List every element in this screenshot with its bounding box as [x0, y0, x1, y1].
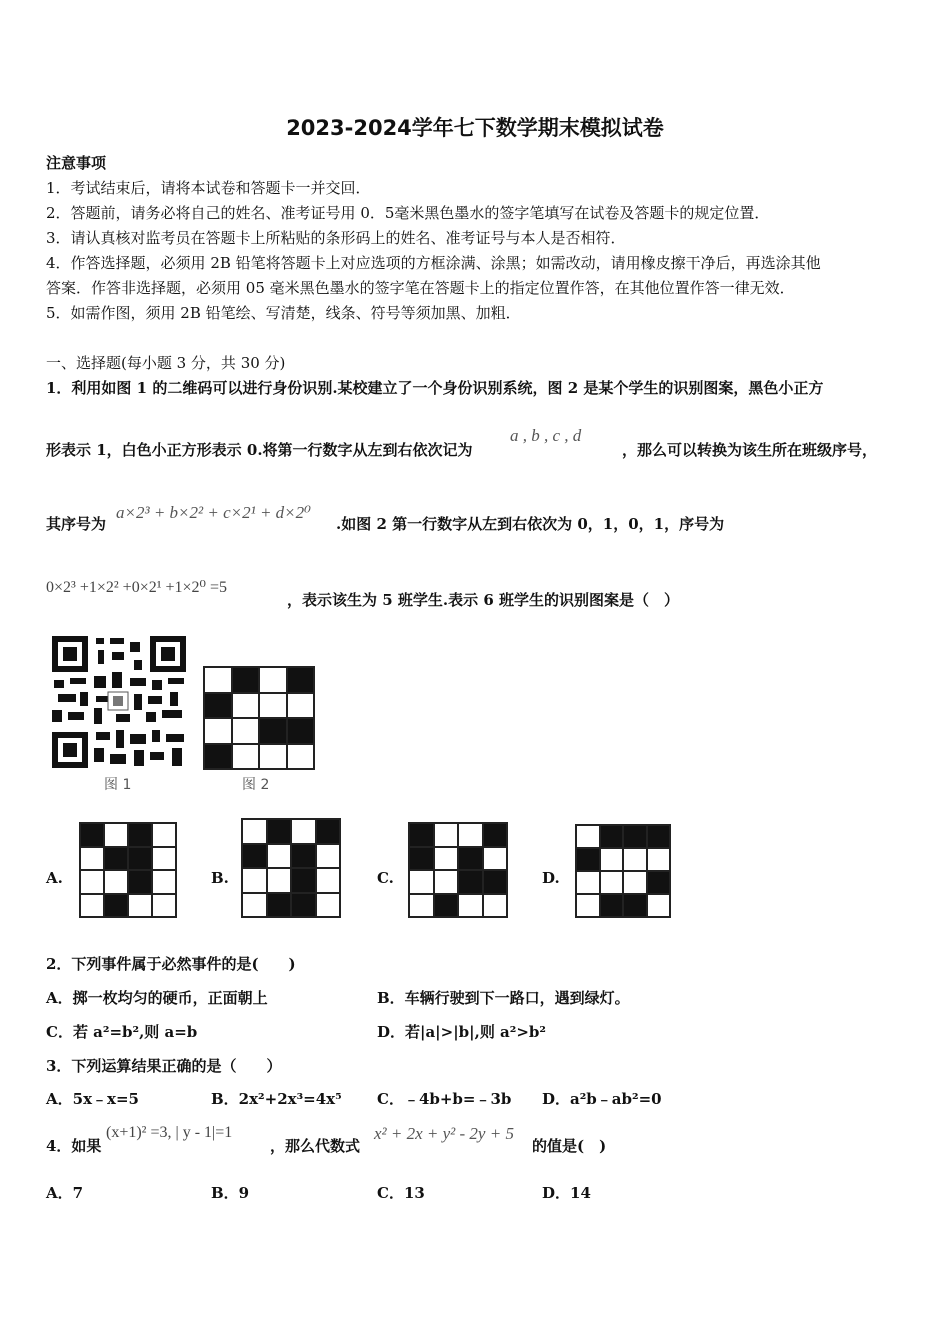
- q3-stem: 3．下列运算结果正确的是（ ）: [46, 1057, 282, 1075]
- white-cell: [459, 895, 482, 917]
- notice-item: 4．作答选择题，必须用 2B 铅笔将答题卡上对应选项的方框涂满、涂黑；如需改动，请用橡皮擦干净后，再选涂其他: [46, 254, 821, 272]
- white-cell: [577, 872, 599, 893]
- q4-option-a[interactable]: A．7: [46, 1184, 84, 1202]
- white-cell: [648, 849, 670, 870]
- black-cell: [205, 745, 231, 769]
- black-cell: [268, 894, 291, 917]
- black-cell: [129, 824, 151, 846]
- black-cell: [81, 824, 103, 846]
- black-cell: [268, 820, 291, 843]
- white-cell: [268, 869, 291, 892]
- black-cell: [129, 848, 151, 870]
- q2-option-a[interactable]: A．掷一枚均匀的硬币，正面朝上: [46, 989, 268, 1007]
- q1-line3-post: .如图 2 第一行数字从左到右依次为 0，1，0，1，序号为: [336, 515, 725, 533]
- black-cell: [105, 848, 127, 870]
- black-cell: [292, 869, 315, 892]
- q3-option-a[interactable]: A．5x﹣x=5: [46, 1090, 139, 1108]
- q3-option-c[interactable]: C．﹣4b+b=﹣3b: [377, 1090, 512, 1108]
- q4-condition: (x+1)² =3, | y - 1|=1: [106, 1124, 233, 1141]
- q1-option-a-grid[interactable]: [79, 822, 177, 918]
- white-cell: [317, 845, 340, 868]
- q2-option-b[interactable]: B．车辆行驶到下一路口，遇到绿灯。: [377, 989, 630, 1007]
- q1-line2-pre: 形表示 1，白色小正方形表示 0.将第一行数字从左到右依次记为: [46, 441, 473, 459]
- white-cell: [81, 871, 103, 893]
- q4-stem-post: 的值是( ): [532, 1137, 607, 1155]
- white-cell: [435, 848, 458, 870]
- white-cell: [243, 820, 266, 843]
- black-cell: [601, 895, 623, 916]
- white-cell: [577, 826, 599, 847]
- black-cell: [205, 694, 231, 718]
- q1-line3-pre: 其序号为: [46, 515, 107, 533]
- white-cell: [260, 694, 286, 718]
- q1-option-c-grid[interactable]: [408, 822, 508, 918]
- white-cell: [317, 894, 340, 917]
- black-cell: [648, 872, 670, 893]
- white-cell: [459, 824, 482, 846]
- black-cell: [484, 871, 507, 893]
- q4-expression: x² + 2x + y² - 2y + 5: [374, 1124, 514, 1143]
- white-cell: [260, 745, 286, 769]
- fig1-caption: 图 1: [104, 777, 132, 793]
- q2-option-d[interactable]: D．若|a|>|b|,则 a²>b²: [377, 1023, 546, 1041]
- white-cell: [233, 694, 259, 718]
- black-cell: [601, 826, 623, 847]
- white-cell: [288, 745, 314, 769]
- white-cell: [484, 848, 507, 870]
- white-cell: [153, 871, 175, 893]
- q1-line2-post: ，那么可以转换为该生所在班级序号，: [622, 441, 878, 459]
- black-cell: [435, 895, 458, 917]
- black-cell: [292, 894, 315, 917]
- white-cell: [233, 745, 259, 769]
- white-cell: [105, 871, 127, 893]
- black-cell: [624, 895, 646, 916]
- q1-formula2: 0×2³ +1×2² +0×2¹ +1×2⁰ =5: [46, 579, 227, 596]
- black-cell: [233, 668, 259, 692]
- q1-line4-post: ，表示该生为 5 班学生.表示 6 班学生的识别图案是（ ）: [287, 591, 679, 609]
- white-cell: [153, 848, 175, 870]
- q3-option-d[interactable]: D．a²b﹣ab²=0: [542, 1090, 662, 1108]
- notice-item: 答案．作答非选择题，必须用 05 毫米黑色墨水的签字笔在答题卡上的指定位置作答，在其他位置作答一律无效．: [46, 279, 795, 297]
- black-cell: [292, 845, 315, 868]
- q1-option-c-label[interactable]: C.: [377, 869, 394, 887]
- fig2-caption: 图 2: [242, 777, 270, 793]
- white-cell: [243, 869, 266, 892]
- q1-option-a-label[interactable]: A.: [46, 869, 63, 887]
- white-cell: [292, 820, 315, 843]
- white-cell: [601, 872, 623, 893]
- white-cell: [233, 719, 259, 743]
- q2-option-c[interactable]: C．若 a²=b²,则 a=b: [46, 1023, 198, 1041]
- white-cell: [288, 694, 314, 718]
- white-cell: [435, 871, 458, 893]
- black-cell: [288, 719, 314, 743]
- black-cell: [410, 824, 433, 846]
- black-cell: [410, 848, 433, 870]
- black-cell: [648, 826, 670, 847]
- black-cell: [484, 824, 507, 846]
- q1-option-d-label[interactable]: D.: [542, 869, 560, 887]
- black-cell: [317, 820, 340, 843]
- white-cell: [577, 895, 599, 916]
- qr-code-image: [50, 634, 188, 770]
- white-cell: [81, 848, 103, 870]
- white-cell: [317, 869, 340, 892]
- q3-option-b[interactable]: B．2x²+2x³=4x⁵: [211, 1090, 342, 1108]
- white-cell: [648, 895, 670, 916]
- q4-stem-pre: 4．如果: [46, 1137, 102, 1155]
- white-cell: [153, 895, 175, 917]
- white-cell: [153, 824, 175, 846]
- notice-heading: 注意事项: [46, 154, 107, 172]
- q4-option-d[interactable]: D．14: [542, 1184, 591, 1202]
- q1-option-d-grid[interactable]: [575, 824, 671, 918]
- black-cell: [459, 871, 482, 893]
- q2-stem: 2．下列事件属于必然事件的是( ): [46, 955, 296, 973]
- white-cell: [260, 668, 286, 692]
- white-cell: [243, 894, 266, 917]
- notice-item: 2．答题前，请务必将自己的姓名、准考证号用 0．5毫米黑色墨水的签字笔填写在试卷及答题卡的规定位置．: [46, 204, 770, 222]
- black-cell: [577, 849, 599, 870]
- black-cell: [243, 845, 266, 868]
- black-cell: [105, 895, 127, 917]
- black-cell: [624, 826, 646, 847]
- white-cell: [81, 895, 103, 917]
- q1-line1: 1．利用如图 1 的二维码可以进行身份识别.某校建立了一个身份识别系统，图 2 是某个学生的识别图案，黑色小正方: [46, 379, 824, 397]
- white-cell: [435, 824, 458, 846]
- q1-option-b-grid[interactable]: [241, 818, 341, 918]
- notice-item: 1．考试结束后，请将本试卷和答题卡一并交回．: [46, 179, 371, 197]
- white-cell: [205, 668, 231, 692]
- q4-stem-mid: ，那么代数式: [270, 1137, 361, 1155]
- q1-option-b-label[interactable]: B.: [211, 869, 229, 887]
- white-cell: [484, 895, 507, 917]
- white-cell: [601, 849, 623, 870]
- white-cell: [624, 872, 646, 893]
- black-cell: [129, 871, 151, 893]
- q1-formula1: a×2³ + b×2² + c×2¹ + d×2⁰: [116, 503, 311, 522]
- white-cell: [410, 871, 433, 893]
- section-heading: 一、选择题(每小题 3 分，共 30 分): [46, 354, 286, 372]
- white-cell: [105, 824, 127, 846]
- notice-item: 5．如需作图，须用 2B 铅笔绘、写清楚，线条、符号等须加黑、加粗．: [46, 304, 521, 322]
- black-cell: [260, 719, 286, 743]
- white-cell: [624, 849, 646, 870]
- white-cell: [268, 845, 291, 868]
- white-cell: [410, 895, 433, 917]
- white-cell: [129, 895, 151, 917]
- fig2-grid: [203, 666, 315, 770]
- white-cell: [205, 719, 231, 743]
- notice-item: 3．请认真核对监考员在答题卡上所粘贴的条形码上的姓名、准考证号与本人是否相符．: [46, 229, 626, 247]
- black-cell: [459, 848, 482, 870]
- page-title: 2023-2024学年七下数学期末模拟试卷: [286, 116, 664, 140]
- black-cell: [288, 668, 314, 692]
- q4-option-c[interactable]: C．13: [377, 1184, 425, 1202]
- q1-vars: a , b , c , d: [510, 426, 582, 445]
- q4-option-b[interactable]: B．9: [211, 1184, 250, 1202]
